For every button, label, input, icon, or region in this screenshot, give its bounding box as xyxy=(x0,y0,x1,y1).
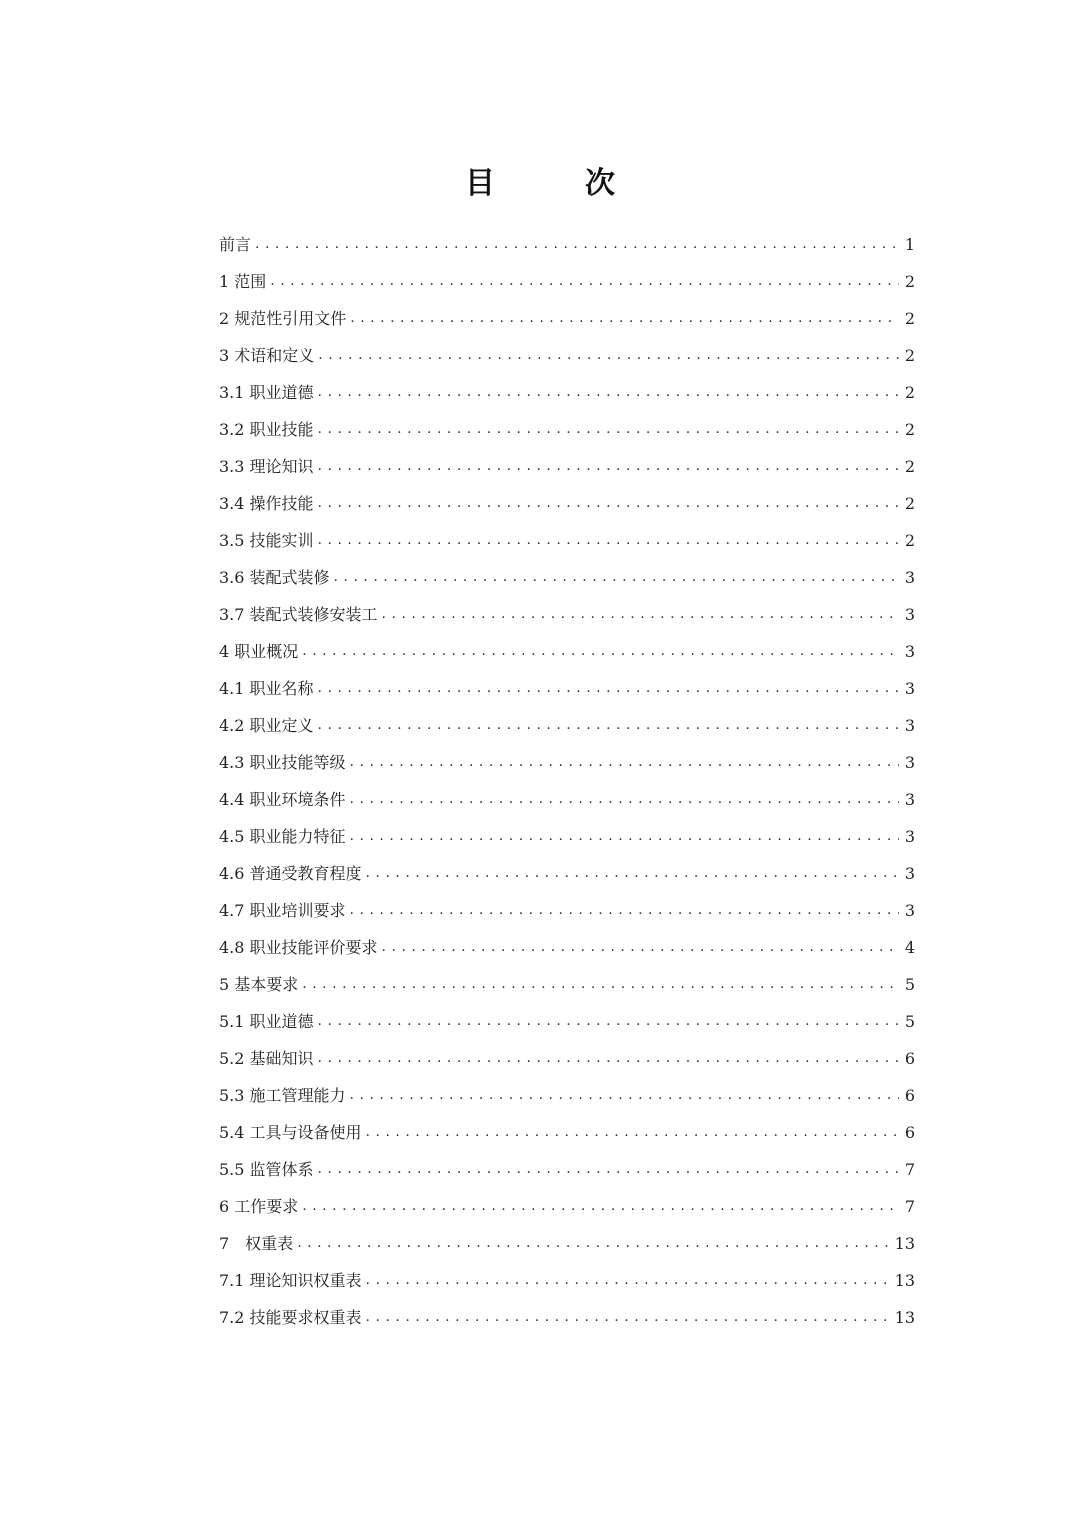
toc-dot-leader xyxy=(318,411,899,448)
toc-entry-label: 3.3 理论知识 xyxy=(219,457,314,476)
toc-dot-leader xyxy=(318,1003,899,1040)
toc-entry-page-number: 3 xyxy=(904,642,915,661)
toc-entry[interactable] xyxy=(219,929,915,966)
toc-dot-leader xyxy=(382,596,899,633)
toc-dot-leader xyxy=(270,263,899,300)
toc-entry-label: 5.5 监管体系 xyxy=(219,1160,314,1179)
toc-entry[interactable] xyxy=(219,855,915,892)
toc-entry-label: 3.4 操作技能 xyxy=(219,494,314,513)
toc-dot-leader xyxy=(318,448,899,485)
toc-entry[interactable] xyxy=(219,411,915,448)
toc-entry-page-number: 2 xyxy=(904,272,915,291)
toc-entry-page-number: 2 xyxy=(904,494,915,513)
toc-entry[interactable] xyxy=(219,374,915,411)
toc-entry-label: 4.5 职业能力特征 xyxy=(219,827,346,846)
toc-entry-label: 3 术语和定义 xyxy=(219,346,315,365)
toc-entry[interactable] xyxy=(219,337,915,374)
toc-entry-label: 5.3 施工管理能力 xyxy=(219,1086,346,1105)
toc-entry-label: 7.1 理论知识权重表 xyxy=(219,1271,362,1290)
toc-entry[interactable] xyxy=(219,1077,915,1114)
toc-dot-leader xyxy=(318,1151,899,1188)
toc-dot-leader xyxy=(366,1114,899,1151)
toc-dot-leader xyxy=(382,929,899,966)
toc-entry[interactable] xyxy=(219,1114,915,1151)
toc-dot-leader xyxy=(318,485,899,522)
toc-entry[interactable] xyxy=(219,559,915,596)
toc-entry-label: 5 基本要求 xyxy=(219,975,299,994)
toc-entry-page-number: 5 xyxy=(904,1012,915,1031)
toc-entry-page-number: 7 xyxy=(904,1160,915,1179)
toc-dot-leader xyxy=(318,337,899,374)
toc-entry-label: 3.5 技能实训 xyxy=(219,531,314,550)
toc-entry[interactable] xyxy=(219,596,915,633)
toc-entry-page-number: 5 xyxy=(904,975,915,994)
toc-entry-page-number: 6 xyxy=(904,1123,915,1142)
toc-entry-page-number: 7 xyxy=(904,1197,915,1216)
toc-dot-leader xyxy=(350,781,899,818)
toc-entry-label: 前言 xyxy=(219,235,252,254)
toc-entry-page-number: 3 xyxy=(904,716,915,735)
toc-dot-leader xyxy=(350,1077,899,1114)
toc-dot-leader xyxy=(334,559,899,596)
toc-dot-leader xyxy=(318,670,899,707)
toc-dot-leader xyxy=(302,633,899,670)
toc-entry-label: 4.7 职业培训要求 xyxy=(219,901,346,920)
toc-entry-page-number: 3 xyxy=(904,753,915,772)
toc-entry-label: 5.1 职业道德 xyxy=(219,1012,314,1031)
toc-dot-leader xyxy=(350,300,899,337)
toc-entry-label: 4.3 职业技能等级 xyxy=(219,753,346,772)
toc-dot-leader xyxy=(366,1262,889,1299)
toc-entry-page-number: 2 xyxy=(904,420,915,439)
toc-entry-page-number: 3 xyxy=(904,790,915,809)
toc-entry-page-number: 1 xyxy=(904,235,915,254)
toc-dot-leader xyxy=(302,966,899,1003)
toc-entry-label: 4 职业概况 xyxy=(219,642,299,661)
toc-entry-page-number: 3 xyxy=(904,679,915,698)
toc-entry-page-number: 6 xyxy=(904,1049,915,1068)
toc-entry-label: 2 规范性引用文件 xyxy=(219,309,347,328)
toc-dot-leader xyxy=(318,1040,899,1077)
toc-entry-page-number: 13 xyxy=(894,1271,915,1290)
toc-entry-label: 4.6 普通受教育程度 xyxy=(219,864,362,883)
toc-entry[interactable] xyxy=(219,1225,915,1262)
toc-entry-label: 7.2 技能要求权重表 xyxy=(219,1308,362,1327)
toc-dot-leader xyxy=(350,744,899,781)
toc-entry[interactable] xyxy=(219,448,915,485)
toc-entry[interactable] xyxy=(219,818,915,855)
toc-entry-label: 3.6 装配式装修 xyxy=(219,568,330,587)
toc-entry-label: 4.2 职业定义 xyxy=(219,716,314,735)
toc-entry[interactable] xyxy=(219,633,915,670)
toc-entry-page-number: 3 xyxy=(904,827,915,846)
toc-entry[interactable] xyxy=(219,781,915,818)
toc-entry-label: 1 范围 xyxy=(219,272,267,291)
toc-dot-leader xyxy=(255,226,899,263)
toc-entry-label: 3.2 职业技能 xyxy=(219,420,314,439)
toc-entry[interactable] xyxy=(219,707,915,744)
toc-entry-page-number: 4 xyxy=(904,938,915,957)
toc-dot-leader xyxy=(318,374,899,411)
toc-entry-label: 5.4 工具与设备使用 xyxy=(219,1123,362,1142)
toc-entry-page-number: 2 xyxy=(904,531,915,550)
toc-dot-leader xyxy=(350,892,899,929)
toc-entry-page-number: 13 xyxy=(894,1308,915,1327)
toc-entry-page-number: 2 xyxy=(904,383,915,402)
toc-entry[interactable] xyxy=(219,966,915,1003)
toc-entry-page-number: 3 xyxy=(904,605,915,624)
toc-entry-page-number: 6 xyxy=(904,1086,915,1105)
table-of-contents xyxy=(219,226,915,1336)
toc-entry[interactable] xyxy=(219,1299,915,1336)
toc-entry[interactable] xyxy=(219,744,915,781)
toc-entry[interactable] xyxy=(219,1003,915,1040)
toc-dot-leader xyxy=(318,522,899,559)
toc-entry[interactable] xyxy=(219,892,915,929)
toc-dot-leader xyxy=(302,1188,899,1225)
toc-entry-label: 7 权重表 xyxy=(219,1234,294,1253)
toc-entry[interactable] xyxy=(219,1151,915,1188)
toc-entry-page-number: 3 xyxy=(904,568,915,587)
toc-dot-leader xyxy=(318,707,899,744)
toc-entry[interactable] xyxy=(219,522,915,559)
toc-dot-leader xyxy=(350,818,899,855)
toc-entry-label: 3.7 装配式装修安装工 xyxy=(219,605,378,624)
toc-entry[interactable] xyxy=(219,300,915,337)
toc-entry[interactable] xyxy=(219,485,915,522)
toc-entry[interactable] xyxy=(219,1262,915,1299)
toc-entry[interactable] xyxy=(219,670,915,707)
toc-entry[interactable] xyxy=(219,263,915,300)
page-title: 目 次 xyxy=(465,166,645,201)
toc-entry-label: 4.1 职业名称 xyxy=(219,679,314,698)
toc-entry-page-number: 3 xyxy=(904,901,915,920)
toc-dot-leader xyxy=(366,1299,889,1336)
toc-entry-page-number: 13 xyxy=(894,1234,915,1253)
toc-entry-label: 3.1 职业道德 xyxy=(219,383,314,402)
toc-dot-leader xyxy=(297,1225,888,1262)
toc-entry[interactable] xyxy=(219,1188,915,1225)
toc-entry-page-number: 2 xyxy=(904,309,915,328)
toc-entry-label: 6 工作要求 xyxy=(219,1197,299,1216)
toc-entry-page-number: 3 xyxy=(904,864,915,883)
toc-dot-leader xyxy=(366,855,899,892)
toc-entry-label: 4.4 职业环境条件 xyxy=(219,790,346,809)
toc-entry[interactable] xyxy=(219,226,915,263)
toc-entry-label: 5.2 基础知识 xyxy=(219,1049,314,1068)
toc-entry-label: 4.8 职业技能评价要求 xyxy=(219,938,378,957)
toc-entry[interactable] xyxy=(219,1040,915,1077)
toc-entry-page-number: 2 xyxy=(904,457,915,476)
toc-entry-page-number: 2 xyxy=(904,346,915,365)
